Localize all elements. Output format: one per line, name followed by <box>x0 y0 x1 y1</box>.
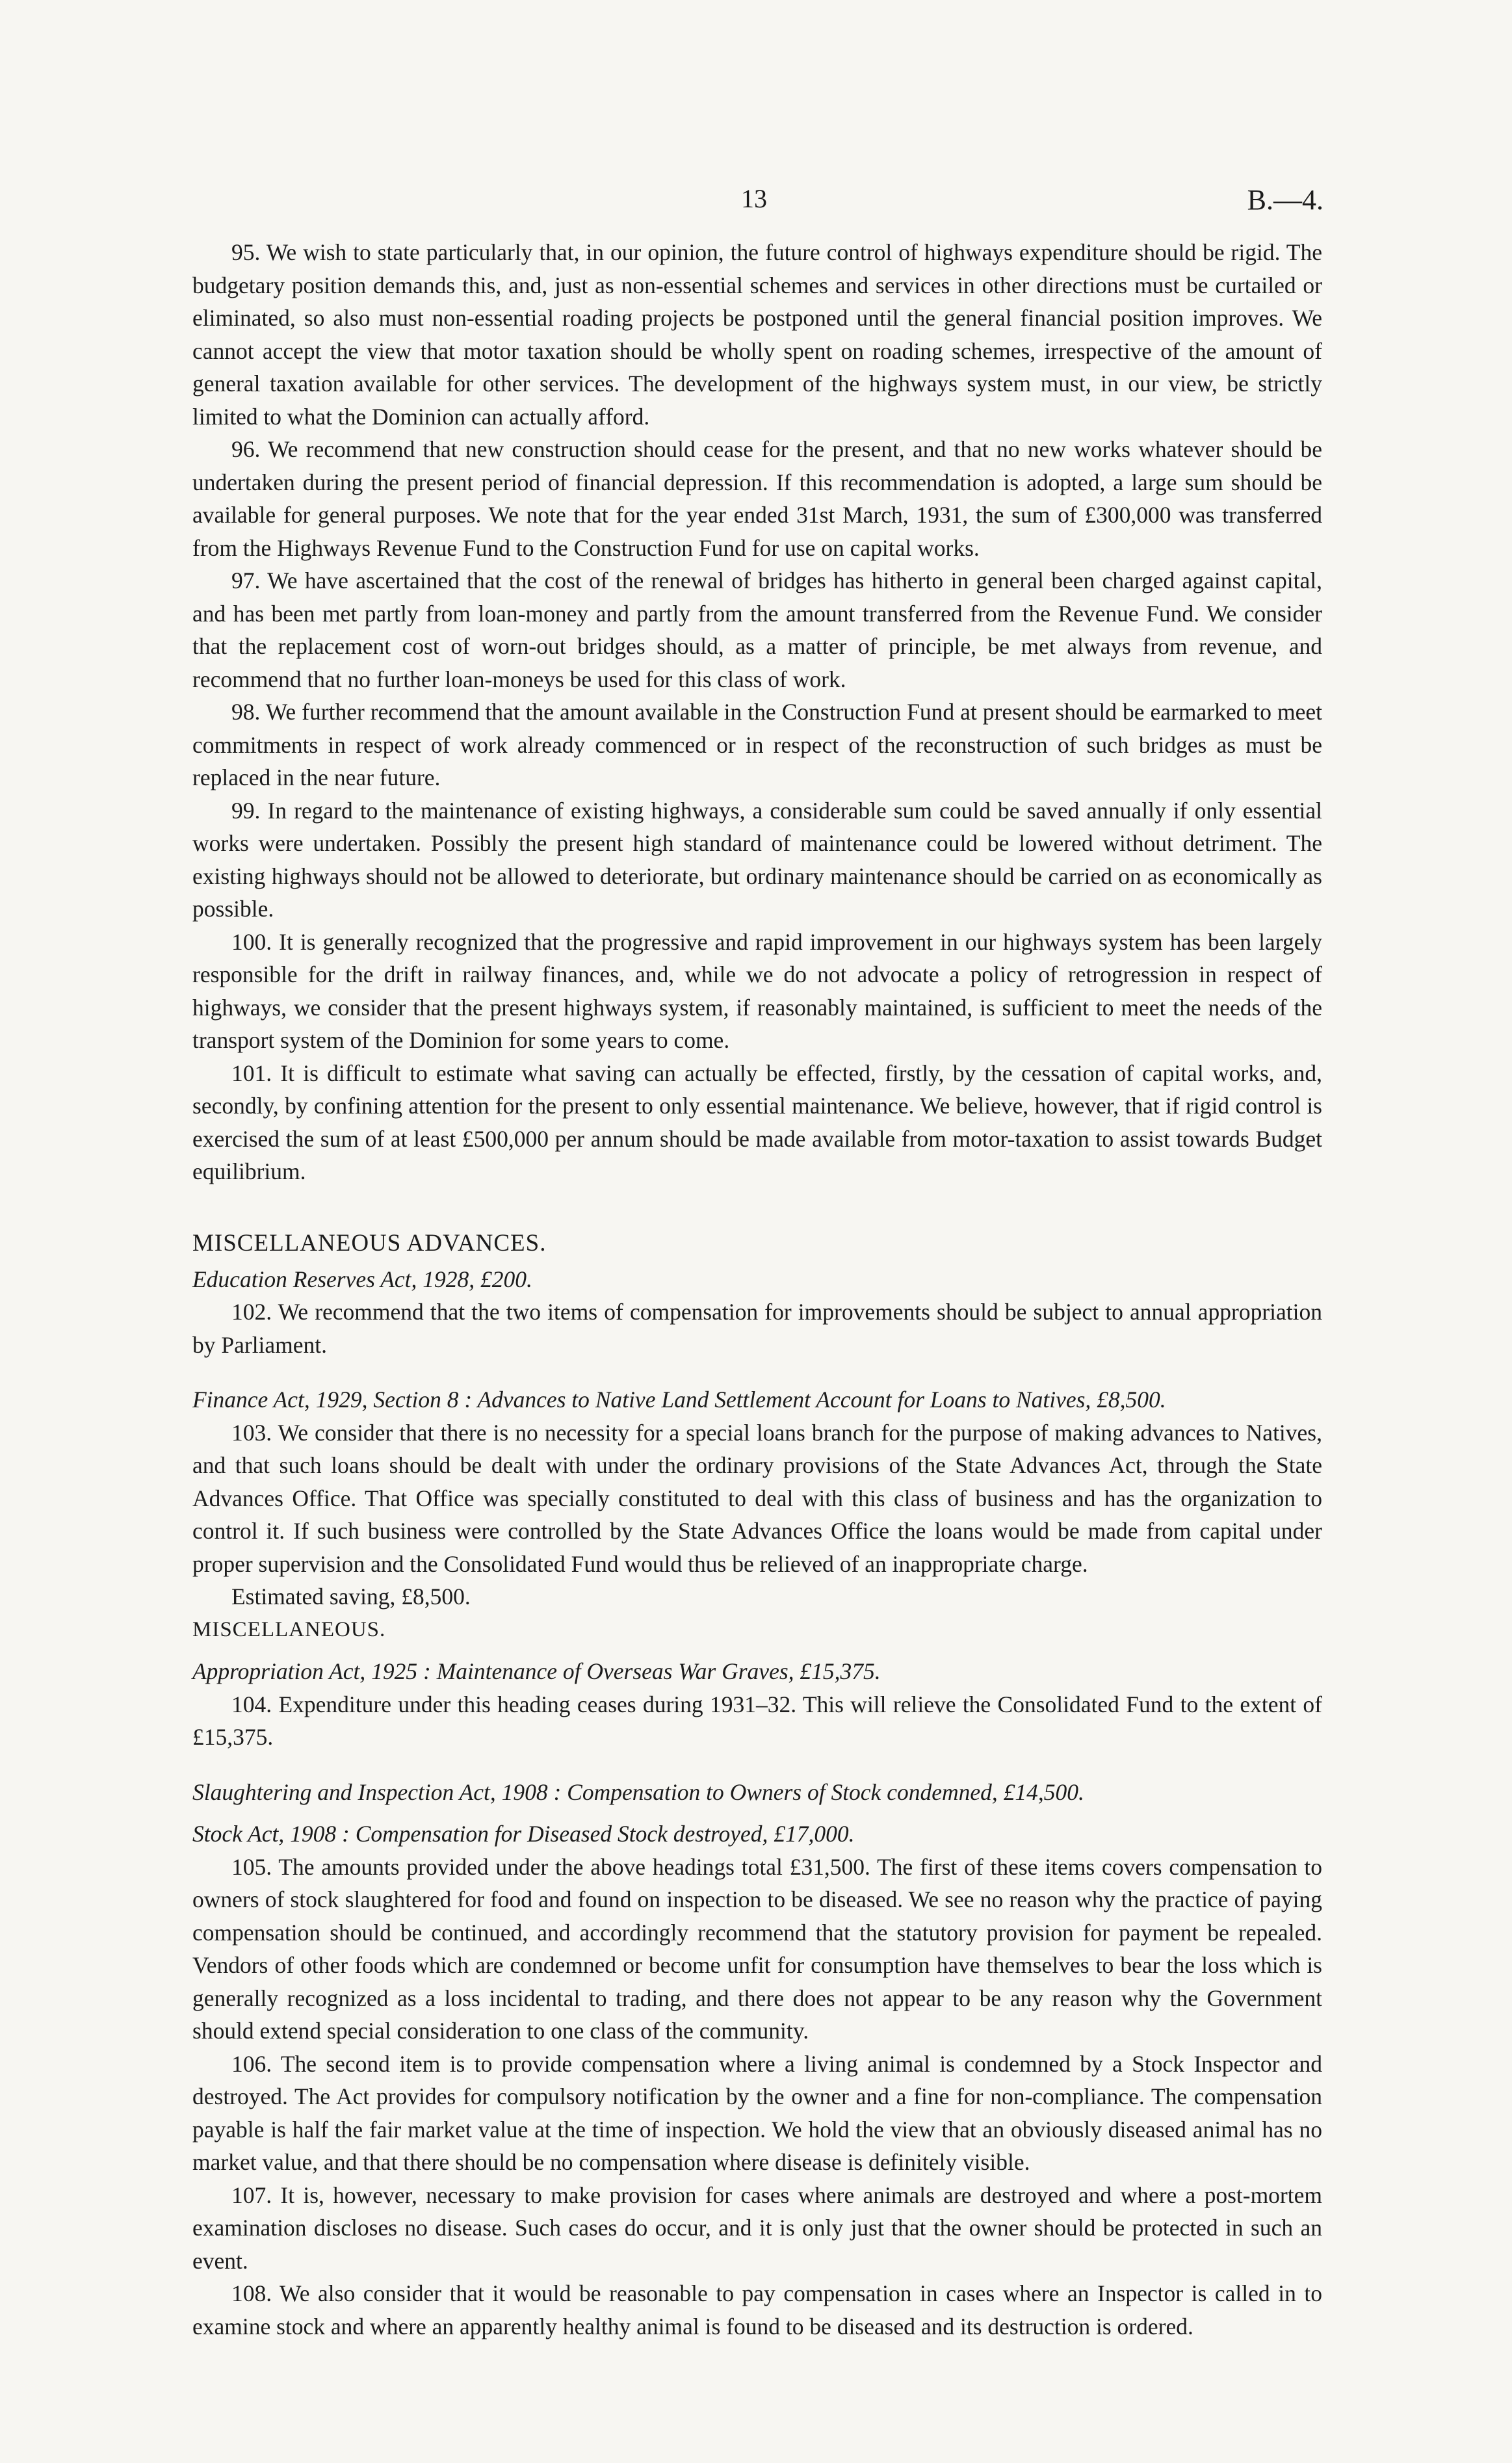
heading-finance-act: Finance Act, 1929, Section 8 : Advances to Native Land Settlement Account for Loans to Natives, £8,500. <box>192 1387 1166 1413</box>
paragraph-105: 105. The amounts provided under the above headings total £31,500. The first of these items covers compensation to owners of stock slaughtered for food and found on inspection to be diseased. We see no reason why the practice of paying compensation should be continued, and accordingly recommend that the statutory provision for payment be repealed. Vendors of other foods which are condemned or become unfit for consumption have themselves to bear the loss which is generally recognized as a loss incidental to trading, and there does not appear to be any reason why the Government should extend special consideration to one class of the community. <box>192 1853 1322 2044</box>
heading-slaughtering-act: Slaughtering and Inspection Act, 1908 : Compensation to Owners of Stock condemned, £14,500. <box>192 1779 1084 1805</box>
document-code: B.—4. <box>1247 184 1323 216</box>
paragraph-107: 107. It is, however, necessary to make provision for cases where animals are destroyed and where a post-mortem examination discloses no disease. Such cases do occur, and it is only just that the owner should be protected in such an event. <box>192 2182 1322 2274</box>
paragraph-100: 100. It is generally recognized that the progressive and rapid improvement in our highways system has been largely responsible for the drift in railway finances, and, while we do not advocate a policy of retrogression in respect of highways, we consider that the present highways system, if reasonably maintained, is sufficient to meet the needs of the transport system of the Dominion for some years to come. <box>192 928 1322 1053</box>
miscellaneous-advances-section <box>192 1227 1322 2343</box>
paragraph-101: 101. It is difficult to estimate what saving can actually be effected, firstly, by the cessation of capital works, and, secondly, by confining attention for the present to only essential maintenance. We believe, however, that if rigid control is exercised the sum of at least £500,000 per annum should be made available from motor-taxation to assist towards Budget equilibrium. <box>192 1060 1322 1184</box>
paragraph-97: 97. We have ascertained that the cost of the renewal of bridges has hitherto in general been charged against capital, and has been met partly from loan-money and partly from the amount transferred from the Revenue Fund. We consider that the replacement cost of worn-out bridges should, as a matter of principle, be met always from revenue, and recommend that no further loan-moneys be used for this class of work. <box>192 567 1322 692</box>
spacer <box>192 1754 1322 1776</box>
paragraph-103: 103. We consider that there is no necessity for a special loans branch for the purpose of making advances to Natives, and that such loans should be dealt with under the ordinary provisions of the State Advances Act, through the State Advances Office. That Office was specially constituted to deal with this class of business and has the organization to control it. If such business were controlled by the State Advances Office the loans would be made from capital under proper supervision and the Consolidated Fund would thus be relieved of an inappropriate charge. <box>192 1419 1322 1577</box>
paragraph-95: 95. We wish to state particularly that, in our opinion, the future control of highways expenditure should be rigid. The budgetary position demands this, and, just as non-essential schemes and services in other directions must be curtailed or eliminated, so also must non-essential roading projects be postponed until the general financial position improves. We cannot accept the view that motor taxation should be wholly spent on roading schemes, irrespective of the amount of general taxation available for other services. The development of the highways system must, in our view, be strictly limited to what the Dominion can actually afford. <box>192 239 1322 430</box>
page-number: 13 <box>741 184 767 213</box>
section-title-miscellaneous-advances: MISCELLANEOUS ADVANCES. <box>192 1230 547 1257</box>
paragraph-102: 102. We recommend that the two items of compensation for improvements should be subject to annual appropriation by Parliament. <box>192 1299 1322 1358</box>
paragraph-106: 106. The second item is to provide compensation where a living animal is condemned by a Stock Inspector and destroyed. The Act provides for compulsory notification by the owner and a fine for non-compliance. The compensation payable is half the fair market value at the time of inspection. We hold the view that an obviously diseased animal has no market value, and that there should be no compensation where disease is definitely visible. <box>192 2050 1322 2175</box>
highways-section <box>192 236 1322 1188</box>
spacer <box>192 1361 1322 1383</box>
paragraph-108: 108. We also consider that it would be reasonable to pay compensation in cases where an Inspector is called in to examine stock and where an apparently healthy animal is found to be diseased and its destruction is ordered. <box>192 2280 1322 2339</box>
paragraph-104: 104. Expenditure under this heading ceases during 1931–32. This will relieve the Consolidated Fund to the extent of £15,375. <box>192 1691 1322 1750</box>
estimated-saving: Estimated saving, £8,500. <box>231 1583 471 1609</box>
section-title-miscellaneous: MISCELLANEOUS. <box>192 1617 386 1641</box>
heading-stock-act: Stock Act, 1908 : Compensation for Diseased Stock destroyed, £17,000. <box>192 1821 855 1847</box>
spacer <box>192 1646 1322 1655</box>
spacer <box>192 1808 1322 1818</box>
paragraph-96: 96. We recommend that new construction should cease for the present, and that no new works whatever should be undertaken during the present period of financial depression. If this recommendation is adopted, a large sum should be available for general purposes. We note that for the year ended 31st March, 1931, the sum of £300,000 was transferred from the Highways Revenue Fund to the Construction Fund for use on capital works. <box>192 436 1322 561</box>
paragraph-98: 98. We further recommend that the amount available in the Construction Fund at present should be earmarked to meet commitments in respect of work already commenced or in respect of the reconstruction of such bridges as must be replaced in the near future. <box>192 699 1322 790</box>
paragraph-99: 99. In regard to the maintenance of existing highways, a considerable sum could be saved annually if only essential works were undertaken. Possibly the present high standard of maintenance could be lowered without detriment. The existing highways should not be allowed to deteriorate, but ordinary maintenance should be carried on as economically as possible. <box>192 797 1322 922</box>
heading-education-reserves-act: Education Reserves Act, 1928, £200. <box>192 1266 532 1292</box>
heading-appropriation-act: Appropriation Act, 1925 : Maintenance of Overseas War Graves, £15,375. <box>192 1658 881 1684</box>
